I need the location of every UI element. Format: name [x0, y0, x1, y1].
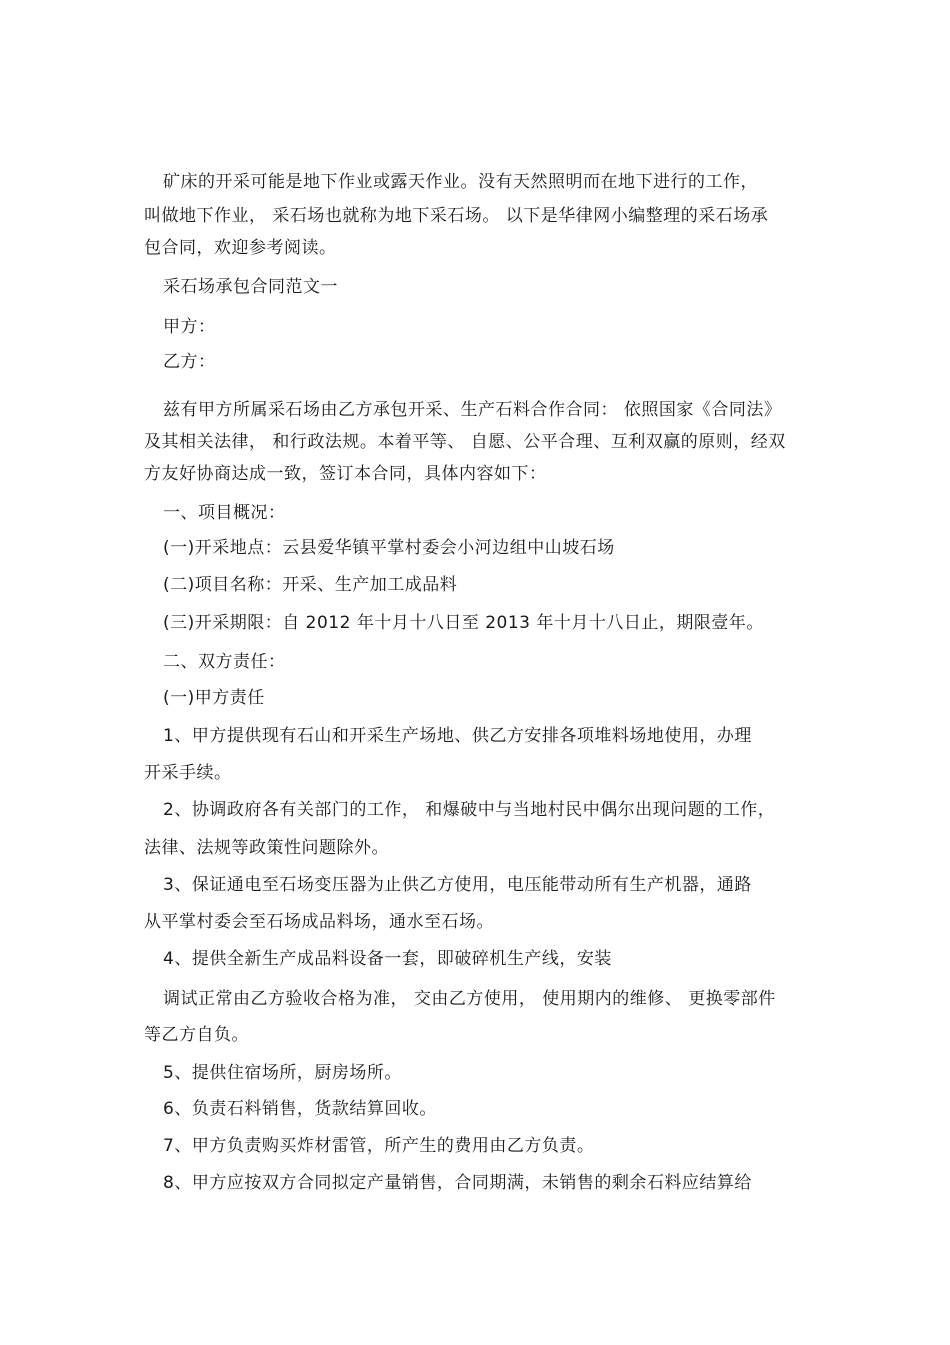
- subsection-heading: (一)甲方责任: [163, 688, 265, 708]
- section-heading: 二、双方责任：: [163, 652, 286, 672]
- paragraph-line: 调试正常由乙方验收合格为准， 交由乙方使用， 使用期内的维修、 更换零部件: [163, 989, 776, 1009]
- list-item: 3、保证通电至石场变压器为止供乙方使用，电压能带动所有生产机器，通路: [163, 875, 752, 895]
- list-item: (一)开采地点：云县爱华镇平掌村委会小河边组中山坡石场: [163, 538, 615, 558]
- party-b-label: 乙方：: [163, 352, 216, 372]
- paragraph-line: 方友好协商达成一致，签订本合同，具体内容如下：: [144, 464, 547, 484]
- list-item: (三)开采期限：自 2012 年十月十八日至 2013 年十月十八日止，期限壹年。: [163, 613, 764, 633]
- list-item: 7、甲方负责购买炸材雷管，所产生的费用由乙方负责。: [163, 1136, 595, 1156]
- paragraph-line: 法律、法规等政策性问题除外。: [144, 838, 389, 858]
- paragraph-line: 等乙方自负。: [144, 1025, 249, 1045]
- paragraph-line: 包合同，欢迎参考阅读。: [144, 238, 337, 258]
- paragraph-line: 矿床的开采可能是地下作业或露天作业。没有天然照明而在地下进行的工作，: [163, 172, 758, 192]
- section-heading: 一、项目概况：: [163, 503, 286, 523]
- list-item: 2、协调政府各有关部门的工作， 和爆破中与当地村民中偶尔出现问题的工作，: [163, 800, 776, 820]
- section-heading: 采石场承包合同范文一: [163, 277, 338, 297]
- paragraph-line: 叫做地下作业， 采石场也就称为地下采石场。 以下是华律网小编整理的采石场承: [144, 206, 769, 226]
- list-item: (二)项目名称：开采、生产加工成品料: [163, 575, 458, 595]
- list-item: 1、甲方提供现有石山和开采生产场地、供乙方安排各项堆料场地使用，办理: [163, 726, 752, 746]
- list-item: 4、提供全新生产成品料设备一套，即破碎机生产线，安装: [163, 949, 612, 969]
- list-item: 6、负责石料销售，货款结算回收。: [163, 1099, 437, 1119]
- list-item: 5、提供住宿场所，厨房场所。: [163, 1063, 402, 1083]
- list-item: 8、甲方应按双方合同拟定产量销售，合同期满，未销售的剩余石料应结算给: [163, 1173, 752, 1193]
- paragraph-line: 及其相关法律， 和行政法规。本着平等、 自愿、公平合理、互利双赢的原则，经双: [144, 432, 786, 452]
- party-a-label: 甲方：: [163, 317, 216, 337]
- paragraph-line: 从平掌村委会至石场成品料场，通水至石场。: [144, 912, 494, 932]
- paragraph-line: 兹有甲方所属采石场由乙方承包开采、生产石料合作合同： 依照国家《合同法》: [163, 400, 782, 420]
- paragraph-line: 开采手续。: [144, 763, 232, 783]
